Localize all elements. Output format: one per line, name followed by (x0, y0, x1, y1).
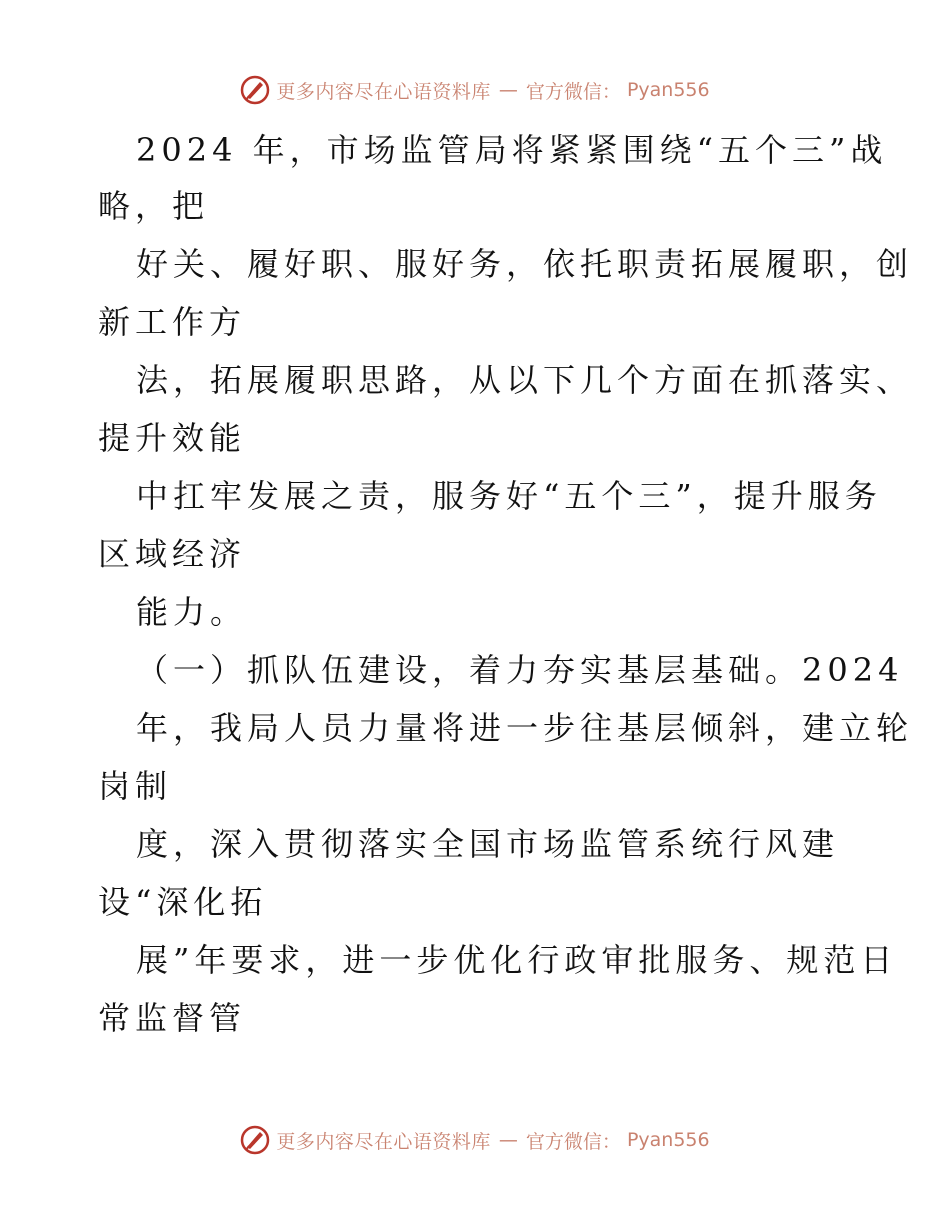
footer-watermark (0, 1120, 950, 1160)
header-watermark (0, 70, 950, 110)
text-line: 新工作方 (98, 303, 247, 341)
text-line: 能力。 (136, 593, 248, 631)
pen-feather-logo-icon (240, 75, 270, 105)
text-line: 好关、履好职、服好务，依托职责拓展履职，创 (136, 245, 914, 283)
text-line: 展”年要求，进一步优化行政审批服务、规范日 (136, 941, 898, 979)
watermark-text: 更多内容尽在心语资料库 (276, 1130, 491, 1153)
watermark-label: 官方微信： (525, 80, 621, 103)
text-line: 中扛牢发展之责，服务好“五个三”，提升服务 (136, 477, 882, 515)
watermark-separator: — (498, 79, 518, 101)
watermark-text: 更多内容尽在心语资料库 (276, 80, 491, 103)
text-line: 法，拓展履职思路，从以下几个方面在抓落实、 (136, 361, 914, 399)
watermark-account: Pyan556 (626, 79, 710, 101)
watermark-account: Pyan556 (626, 1129, 710, 1151)
watermark-label: 官方微信： (525, 1130, 621, 1153)
text-line: 设“深化拓 (98, 883, 268, 921)
text-line: 2024 年，市场监管局将紧紧围绕“五个三”战 (136, 131, 888, 169)
text-line: 区域经济 (98, 535, 247, 573)
pen-feather-logo-icon (240, 1125, 270, 1155)
text-line: （一）抓队伍建设，着力夯实基层基础。2024 (136, 651, 904, 689)
watermark-separator: — (498, 1129, 518, 1151)
text-line: 度，深入贯彻落实全国市场监管系统行风建 (136, 825, 840, 863)
text-line: 提升效能 (98, 419, 247, 457)
text-line: 岗制 (98, 767, 173, 805)
text-line: 略，把 (98, 187, 210, 225)
text-line: 常监督管 (98, 999, 247, 1037)
text-line: 年，我局人员力量将进一步往基层倾斜，建立轮 (136, 709, 914, 747)
